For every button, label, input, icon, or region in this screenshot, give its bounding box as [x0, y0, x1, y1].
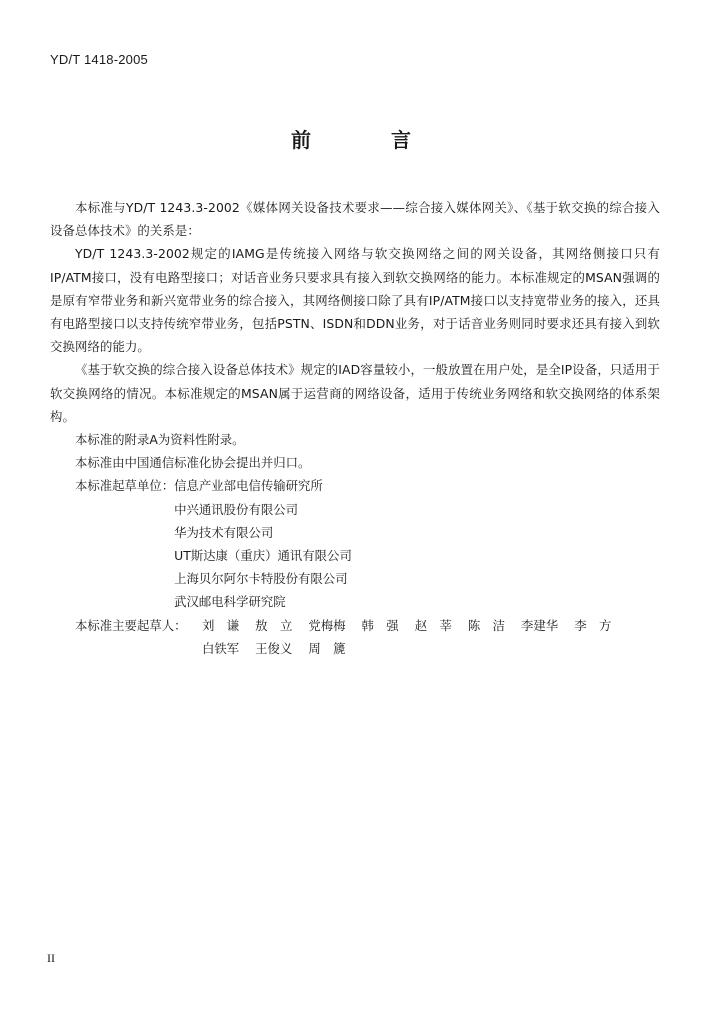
annex-note: 本标准的附录A为资料性附录。 — [75, 432, 245, 448]
drafting-unit: UT斯达康（重庆）通讯有限公司 — [174, 548, 352, 564]
drafter-name: 李建华 — [521, 617, 559, 633]
drafters-row — [202, 614, 627, 637]
paragraph-relation: 本标准与YD/T 1243.3-2002《媒体网关设备技术要求——综合接入媒体网关》、《基于软交换的综合接入设备总体技术》的关系是： — [50, 200, 660, 239]
drafter-name: 王俊义 — [255, 640, 293, 656]
foreword-body — [50, 196, 660, 660]
proposer-note: 本标准由中国通信标准化协会提出并归口。 — [75, 455, 311, 471]
drafter-name: 赵 莘 — [414, 617, 452, 633]
page-title: 前 言 — [291, 128, 441, 152]
drafting-unit: 上海贝尔阿尔卡特股份有限公司 — [174, 571, 348, 587]
drafting-unit: 华为技术有限公司 — [174, 524, 274, 540]
drafters-names — [202, 614, 627, 660]
drafters-row — [202, 637, 627, 660]
drafter-name: 周 篪 — [308, 640, 346, 656]
drafter-name: 刘 谦 — [202, 617, 240, 633]
standard-code: YD/T 1418-2005 — [50, 52, 148, 67]
drafter-name: 韩 强 — [361, 617, 399, 633]
drafter-name: 白铁军 — [202, 640, 240, 656]
drafter-name: 党梅梅 — [308, 617, 346, 633]
drafters — [50, 614, 660, 660]
paragraph-iamg: YD/T 1243.3-2002规定的IAMG是传统接入网络与软交换网络之间的网关设备，其网络侧接口只有IP/ATM接口，没有电路型接口；对话音业务只要求具有接入到软交换网络的能力。本标准规定的MSAN强调的是原有窄带业务和新兴宽带业务的综合接入，其网络侧接口除了具有IP/ATM接口以支持宽带业务的接入，还具有电路型接口以支持传统窄带业务，包括PSTN、ISDN和DDN业务，对于话音业务则同时要求还具有接入到软交换网络的能力。 — [50, 246, 660, 355]
drafting-unit: 中兴通讯股份有限公司 — [174, 501, 299, 517]
drafter-name: 陈 洁 — [467, 617, 506, 633]
drafting-units — [50, 474, 660, 613]
drafter-name: 李 方 — [574, 617, 612, 633]
paragraph-iad: 《基于软交换的综合接入设备总体技术》规定的IAD容量较小，一般放置在用户处，是全IP设备，只适用于软交换网络的情况。本标准规定的MSAN属于运营商的网络设备，适用于传统业务网络和软交换网络的体系架构。 — [50, 362, 660, 424]
drafting-unit: 信息产业部电信传输研究所 — [174, 478, 323, 494]
drafters-label: 本标准主要起草人： — [75, 617, 187, 633]
drafting-units-label: 本标准起草单位： — [75, 478, 175, 494]
drafting-units-list — [174, 474, 352, 613]
page-number: II — [47, 951, 55, 965]
drafter-name: 敖 立 — [255, 617, 293, 633]
drafting-unit: 武汉邮电科学研究院 — [174, 594, 286, 610]
